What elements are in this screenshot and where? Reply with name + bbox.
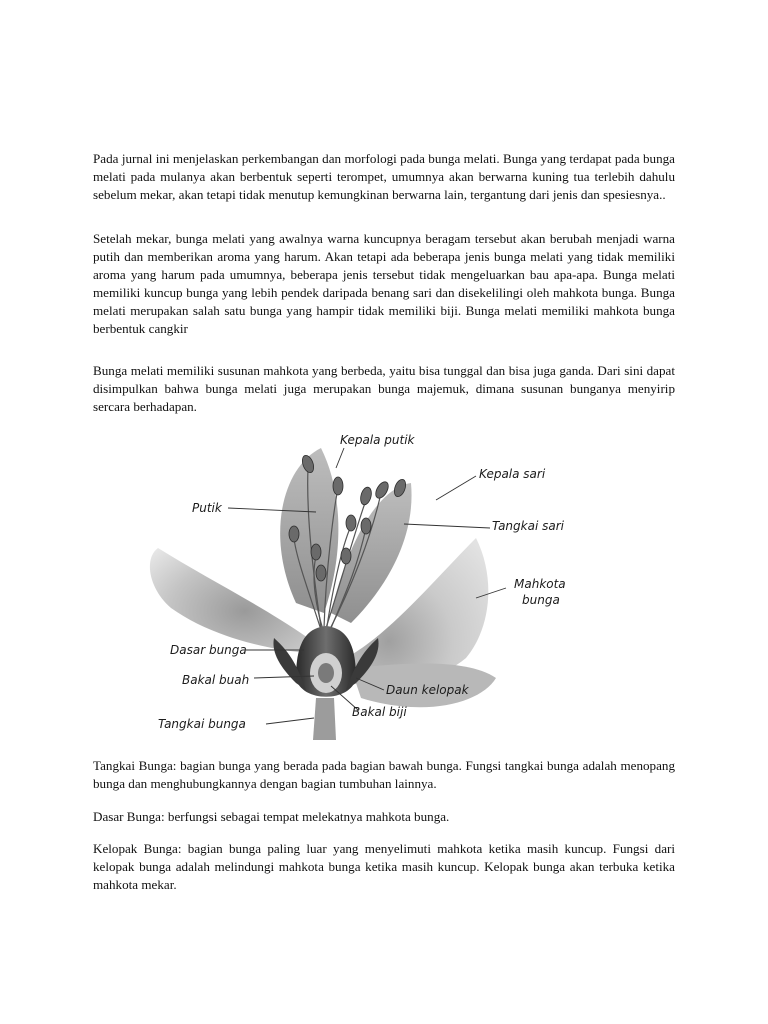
label-bakal-biji: Bakal biji bbox=[352, 705, 407, 719]
paragraph-after-bloom: Setelah mekar, bunga melati yang awalnya warna kuncupnya beragam tersebut akan berubah menjadi warna putih dan memberikan aroma yang harum. Akan tetapi ada beberapa jenis bunga melati yang tidak memiliki aroma yang harum pada umumnya, beberapa jenis tersebut tidak mengeluarkan bau apa-apa. Bunga melati memiliki kuncup bunga yang lebih pendek daripada benang sari dan disekelilingi oleh mahkota bunga. Bunga melati merupakan salah satu bunga yang hampir tidak memiliki biji. Bunga melati memiliki mahkota bunga berbentuk cangkir bbox=[93, 231, 675, 337]
flower-stalk bbox=[313, 698, 336, 740]
label-bunga: bunga bbox=[522, 593, 560, 607]
label-tangkai-sari: Tangkai sari bbox=[492, 519, 564, 533]
ovule bbox=[318, 663, 334, 683]
label-bakal-buah: Bakal buah bbox=[182, 673, 250, 687]
paragraph-kelopak-bunga: Kelopak Bunga: bagian bunga paling luar yang menyelimuti mahkota ketika masih kuncup. Fungsi dari kelopak bunga adalah melindungi mahkota bunga ketika masih kuncup. Kelopak bunga akan terbuka ketika mahkota mekar. bbox=[93, 841, 675, 893]
flower-diagram bbox=[146, 428, 634, 740]
label-daun-kelopak: Daun kelopak bbox=[386, 683, 469, 697]
label-tangkai-bunga: Tangkai bunga bbox=[158, 717, 246, 731]
label-putik: Putik bbox=[192, 501, 222, 515]
label-mahkota: Mahkota bbox=[514, 577, 566, 591]
label-dasar-bunga: Dasar bunga bbox=[170, 643, 247, 657]
label-kepala-sari: Kepala sari bbox=[479, 467, 546, 481]
paragraph-corolla: Bunga melati memiliki susunan mahkota yang berbeda, yaitu bisa tunggal dan bisa juga ganda. Dari sini dapat disimpulkan bahwa bunga melati juga merupakan bunga majemuk, dimana susunan bunganya menyirip sercara berhadapan. bbox=[93, 363, 675, 415]
paragraph-dasar-bunga: Dasar Bunga: berfungsi sebagai tempat melekatnya mahkota bunga. bbox=[93, 809, 450, 824]
paragraph-intro: Pada jurnal ini menjelaskan perkembangan dan morfologi pada bunga melati. Bunga yang terdapat pada bunga melati pada mulanya akan berbentuk seperti terompet, umumnya akan berwarna kuning tua terlebih dahulu sebelum mekar, akan tetapi tidak menutup kemungkinan berwarna lain, tergantung dari jenis dan spesiesnya.. bbox=[93, 151, 675, 203]
label-kepala-putik: Kepala putik bbox=[340, 433, 415, 447]
paragraph-tangkai-bunga: Tangkai Bunga: bagian bunga yang berada pada bagian bawah bunga. Fungsi tangkai bunga adalah menopang bunga dan menghubungkannya dengan bagian tumbuhan lainnya. bbox=[93, 758, 675, 792]
flower-anatomy-figure bbox=[146, 428, 634, 740]
